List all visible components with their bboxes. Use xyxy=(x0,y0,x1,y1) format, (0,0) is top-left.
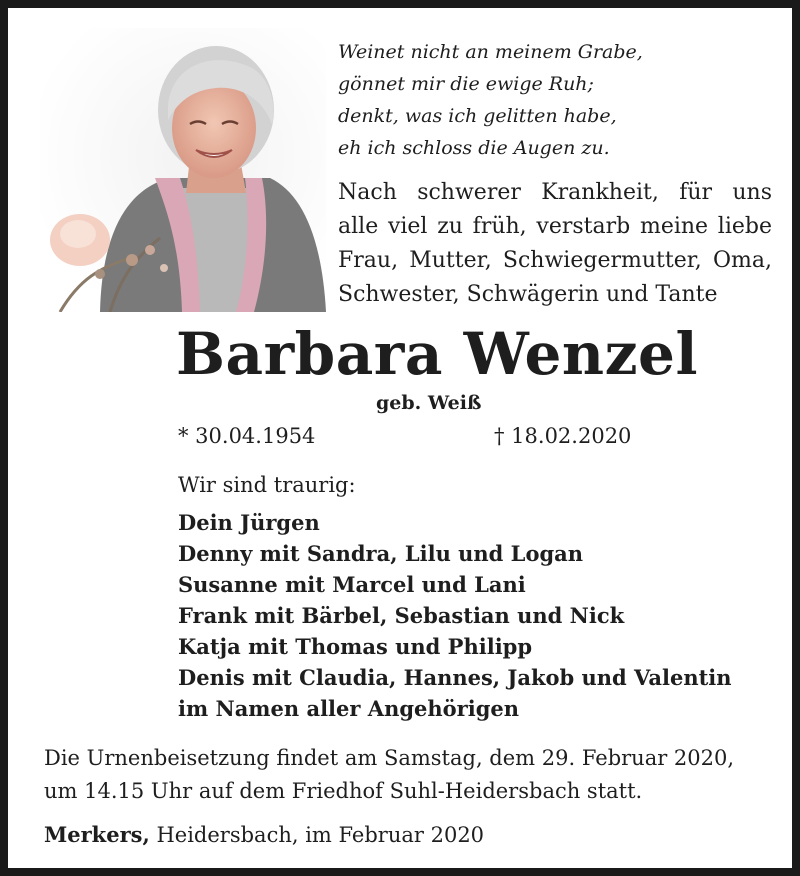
funeral-details xyxy=(44,742,778,808)
death-date: † 18.02.2020 xyxy=(494,424,632,448)
poem-verse xyxy=(338,36,778,164)
portrait-illustration xyxy=(40,28,326,312)
mourner-line: Denny mit Sandra, Lilu und Logan xyxy=(178,541,584,566)
poem-line: denkt, was ich gelitten habe, xyxy=(338,105,617,127)
portrait-photo xyxy=(40,28,326,312)
intro-line: Frau, Mutter, Schwiegermutter, Oma, xyxy=(338,248,772,273)
funeral-line: um 14.15 Uhr auf dem Friedhof Suhl-Heidersbach statt. xyxy=(44,779,643,803)
place-and-date xyxy=(44,822,484,847)
mourner-line: Katja mit Thomas und Philipp xyxy=(178,634,533,659)
death-announcement-text xyxy=(338,176,772,312)
intro-line: Nach schwerer Krankheit, für uns xyxy=(338,180,772,205)
poem-line: gönnet mir die ewige Ruh; xyxy=(338,73,594,95)
poem-line: eh ich schloss die Augen zu. xyxy=(338,137,610,159)
deceased-name: Barbara Wenzel xyxy=(176,320,698,388)
mourner-line: Denis mit Claudia, Hannes, Jakob und Valentin xyxy=(178,665,732,690)
mourners-list xyxy=(178,507,732,724)
poem-line: Weinet nicht an meinem Grabe, xyxy=(338,41,643,63)
place-name: Merkers, xyxy=(44,822,150,847)
funeral-line: Die Urnenbeisetzung findet am Samstag, dem 29. Februar 2020, xyxy=(44,746,735,770)
mourning-heading: Wir sind traurig: xyxy=(178,473,356,497)
mourner-line: Frank mit Bärbel, Sebastian und Nick xyxy=(178,603,625,628)
intro-line: alle viel zu früh, verstarb meine liebe xyxy=(338,214,772,239)
birth-date: * 30.04.1954 xyxy=(178,424,316,448)
mourner-line: im Namen aller Angehörigen xyxy=(178,696,520,721)
mourner-line: Susanne mit Marcel und Lani xyxy=(178,572,526,597)
mourner-line: Dein Jürgen xyxy=(178,510,320,535)
maiden-name: geb. Weiß xyxy=(376,392,482,414)
intro-line: Schwester, Schwägerin und Tante xyxy=(338,282,718,307)
place-date-rest: Heidersbach, im Februar 2020 xyxy=(149,823,485,847)
